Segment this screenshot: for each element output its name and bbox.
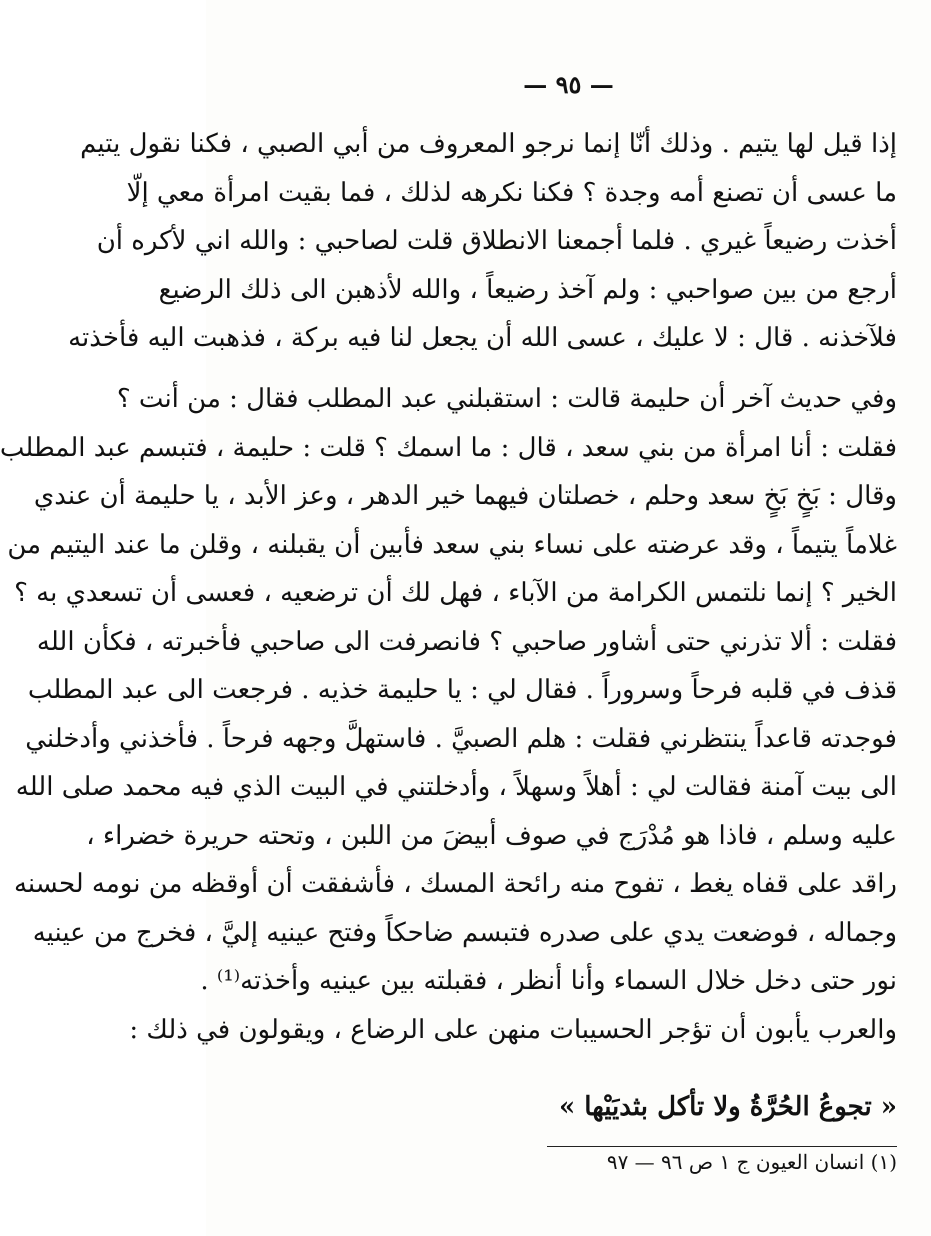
text-line: نور حتى دخل خلال السماء وأنا أنظر ، فقبلته بين عينيه وأخذته⁽¹⁾ . bbox=[200, 966, 897, 996]
paragraph-1 bbox=[68, 120, 897, 363]
text-line: فقلت : أنا امرأة من بني سعد ، قال : ما اسمك ؟ قلت : حليمة ، فتبسم عبد المطلب bbox=[0, 432, 897, 463]
text-line: وجماله ، فوضعت يدي على صدره فتبسم ضاحكاً وفتح عينيه إليَّ ، فخرج من عينيه bbox=[32, 917, 897, 948]
paragraph-3 bbox=[129, 1006, 897, 1055]
text-line: فقلت : ألا تذرني حتى أشاور صاحبي ؟ فانصرفت الى صاحبي فأخبرته ، فكأن الله bbox=[36, 626, 897, 657]
text-line: فلآخذنه . قال : لا عليك ، عسى الله أن يجعل لنا فيه بركة ، فذهبت اليه فأخذته bbox=[68, 323, 897, 353]
text-line: إذا قيل لها يتيم . وذلك أنّا إنما نرجو المعروف من أبي الصبي ، فكنا نقول يتيم bbox=[80, 129, 897, 159]
text-line: ما عسى أن تصنع أمه وجدة ؟ فكنا نكرهه لذلك ، فما بقيت امرأة معي إلّا bbox=[126, 177, 897, 208]
text-line: راقد على قفاه يغط ، تفوح منه رائحة المسك ، فأشفقت أن أوقظه من نومه لحسنه bbox=[13, 869, 897, 899]
paragraph-2 bbox=[0, 375, 897, 1006]
text-line: غلاماً يتيماً ، وقد عرضته على نساء بني سعد فأبين أن يقبلنه ، وقلن ما عند اليتيم من bbox=[7, 529, 897, 560]
footnote: (١) انسان العيون ج ١ ص ٩٦ — ٩٧ bbox=[606, 1150, 897, 1174]
text-line: فوجدته قاعداً ينتظرني فقلت : هلم الصبيَّ . فاستهلَّ وجهه فرحاً . فأخذني وأدخلني bbox=[25, 723, 897, 754]
text-line: عليه وسلم ، فاذا هو مُدْرَج في صوف أبيضَ من اللبن ، وتحته حريرة خضراء ، bbox=[86, 820, 897, 851]
page-number: — ٩٥ — bbox=[523, 70, 614, 99]
text-line: أرجع من بين صواحبي : ولم آخذ رضيعاً ، والله لأذهبن الى ذلك الرضيع bbox=[158, 274, 897, 305]
text-line: وفي حديث آخر أن حليمة قالت : استقبلني عبد المطلب فقال : من أنت ؟ bbox=[116, 384, 897, 414]
proverb-quote: « تجوعُ الحُرَّةُ ولا تأكل بثديَيْها » bbox=[559, 1092, 897, 1122]
text-line: الى بيت آمنة فقالت لي : أهلاً وسهلاً ، وأدخلتني في البيت الذي فيه محمد صلى الله bbox=[15, 772, 897, 802]
text-line: قذف في قلبه فرحاً وسروراً . فقال لي : يا حليمة خذيه . فرجعت الى عبد المطلب bbox=[27, 675, 897, 705]
text-line: والعرب يأبون أن تؤجر الحسيبات منهن على الرضاع ، ويقولون في ذلك : bbox=[129, 1015, 897, 1045]
text-line: وقال : بَخٍ بَخٍ سعد وحلم ، خصلتان فيهما خير الدهر ، وعز الأبد ، يا حليمة أن عندي bbox=[33, 481, 897, 511]
text-line: الخير ؟ إنما نلتمس الكرامة من الآباء ، فهل لك أن ترضعيه ، فعسى أن تسعدي به ؟ bbox=[14, 578, 897, 608]
text-line: أخذت رضيعاً غيري . فلما أجمعنا الانطلاق قلت لصاحبي : والله اني لأكره أن bbox=[96, 226, 897, 256]
footnote-divider bbox=[547, 1146, 897, 1147]
